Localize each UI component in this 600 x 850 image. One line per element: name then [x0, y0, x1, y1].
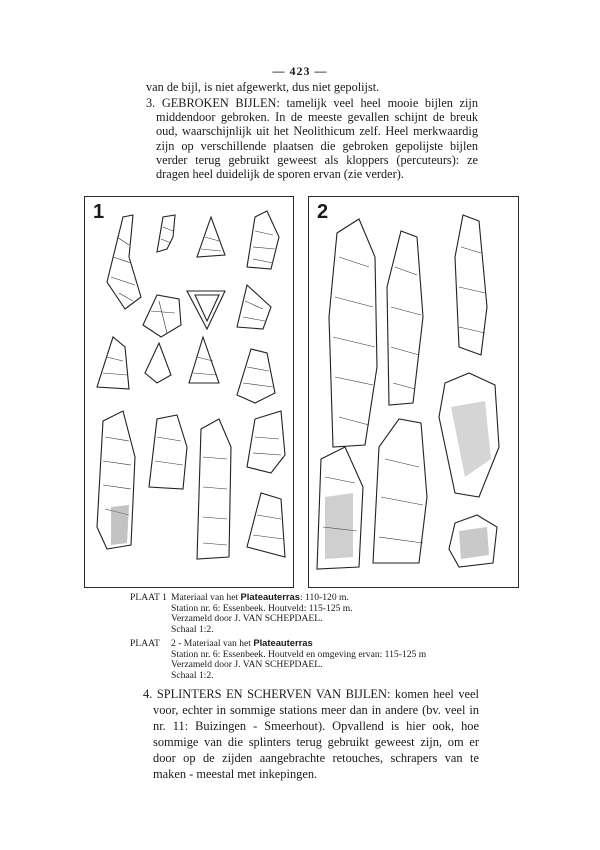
section-3-text: tamelijk veel heel mooie bijlen zijn middendoor gebroken. In de meeste gevallen schijnt de breuk oud, waarschijnlijk uit het Neolithicum zelf. Heel merkwaardig zijn op verschillende plaatsen die gebroken gepolijste bijlen verder terug gebruikt geweest als kloppers (percuteurs): ze dragen heel duidelijk de sporen ervan (zie verder). — [156, 96, 478, 182]
plate-2-illustration — [308, 196, 519, 588]
plate-1-illustration — [84, 196, 294, 588]
section-4-heading: 4. SPLINTERS EN SCHERVEN VAN BIJLEN: — [143, 687, 391, 701]
section-4-paragraph — [143, 686, 479, 782]
section-4-text: komen heel veel voor, echter in sommige stations meer dan in andere (bv. veel in nr. 11: Buizingen - Smeerhout). Opvallend is hier ook, hoe sommige van die splinters terug gebruikt geweest zijn, om er door op de zijden aangebrachte retouches, schrapers van te maken - meestal met inkepingen. — [153, 687, 479, 781]
section-3-heading: 3. GEBROKEN BIJLEN: — [146, 96, 280, 110]
plate-2-drawing — [309, 197, 520, 589]
plate-2-caption: PLAAT 2 - Materiaal van het Plateauterras Station nr. 6: Essenbeek. Houtveld en omgeving ervan: 115-125 m Verzameld door J. VAN SCHEPDAEL. Schaal 1:2. — [130, 637, 427, 681]
plate-1-number: 1 — [93, 201, 105, 223]
page-number: — 423 — — [272, 64, 328, 78]
plate-2-number: 2 — [317, 201, 329, 223]
plate-1-drawing — [85, 197, 295, 589]
plate-1-caption: PLAAT 1 Materiaal van het Plateauterras: 110-120 m. Station nr. 6: Essenbeek. Houtveld: 115-125 m. Verzameld door J. VAN SCHEPDAEL. Schaal 1:2. — [130, 591, 353, 635]
intro-line: van de bijl, is niet afgewerkt, dus niet gepolijst. — [146, 80, 380, 94]
section-3-paragraph — [146, 96, 478, 181]
